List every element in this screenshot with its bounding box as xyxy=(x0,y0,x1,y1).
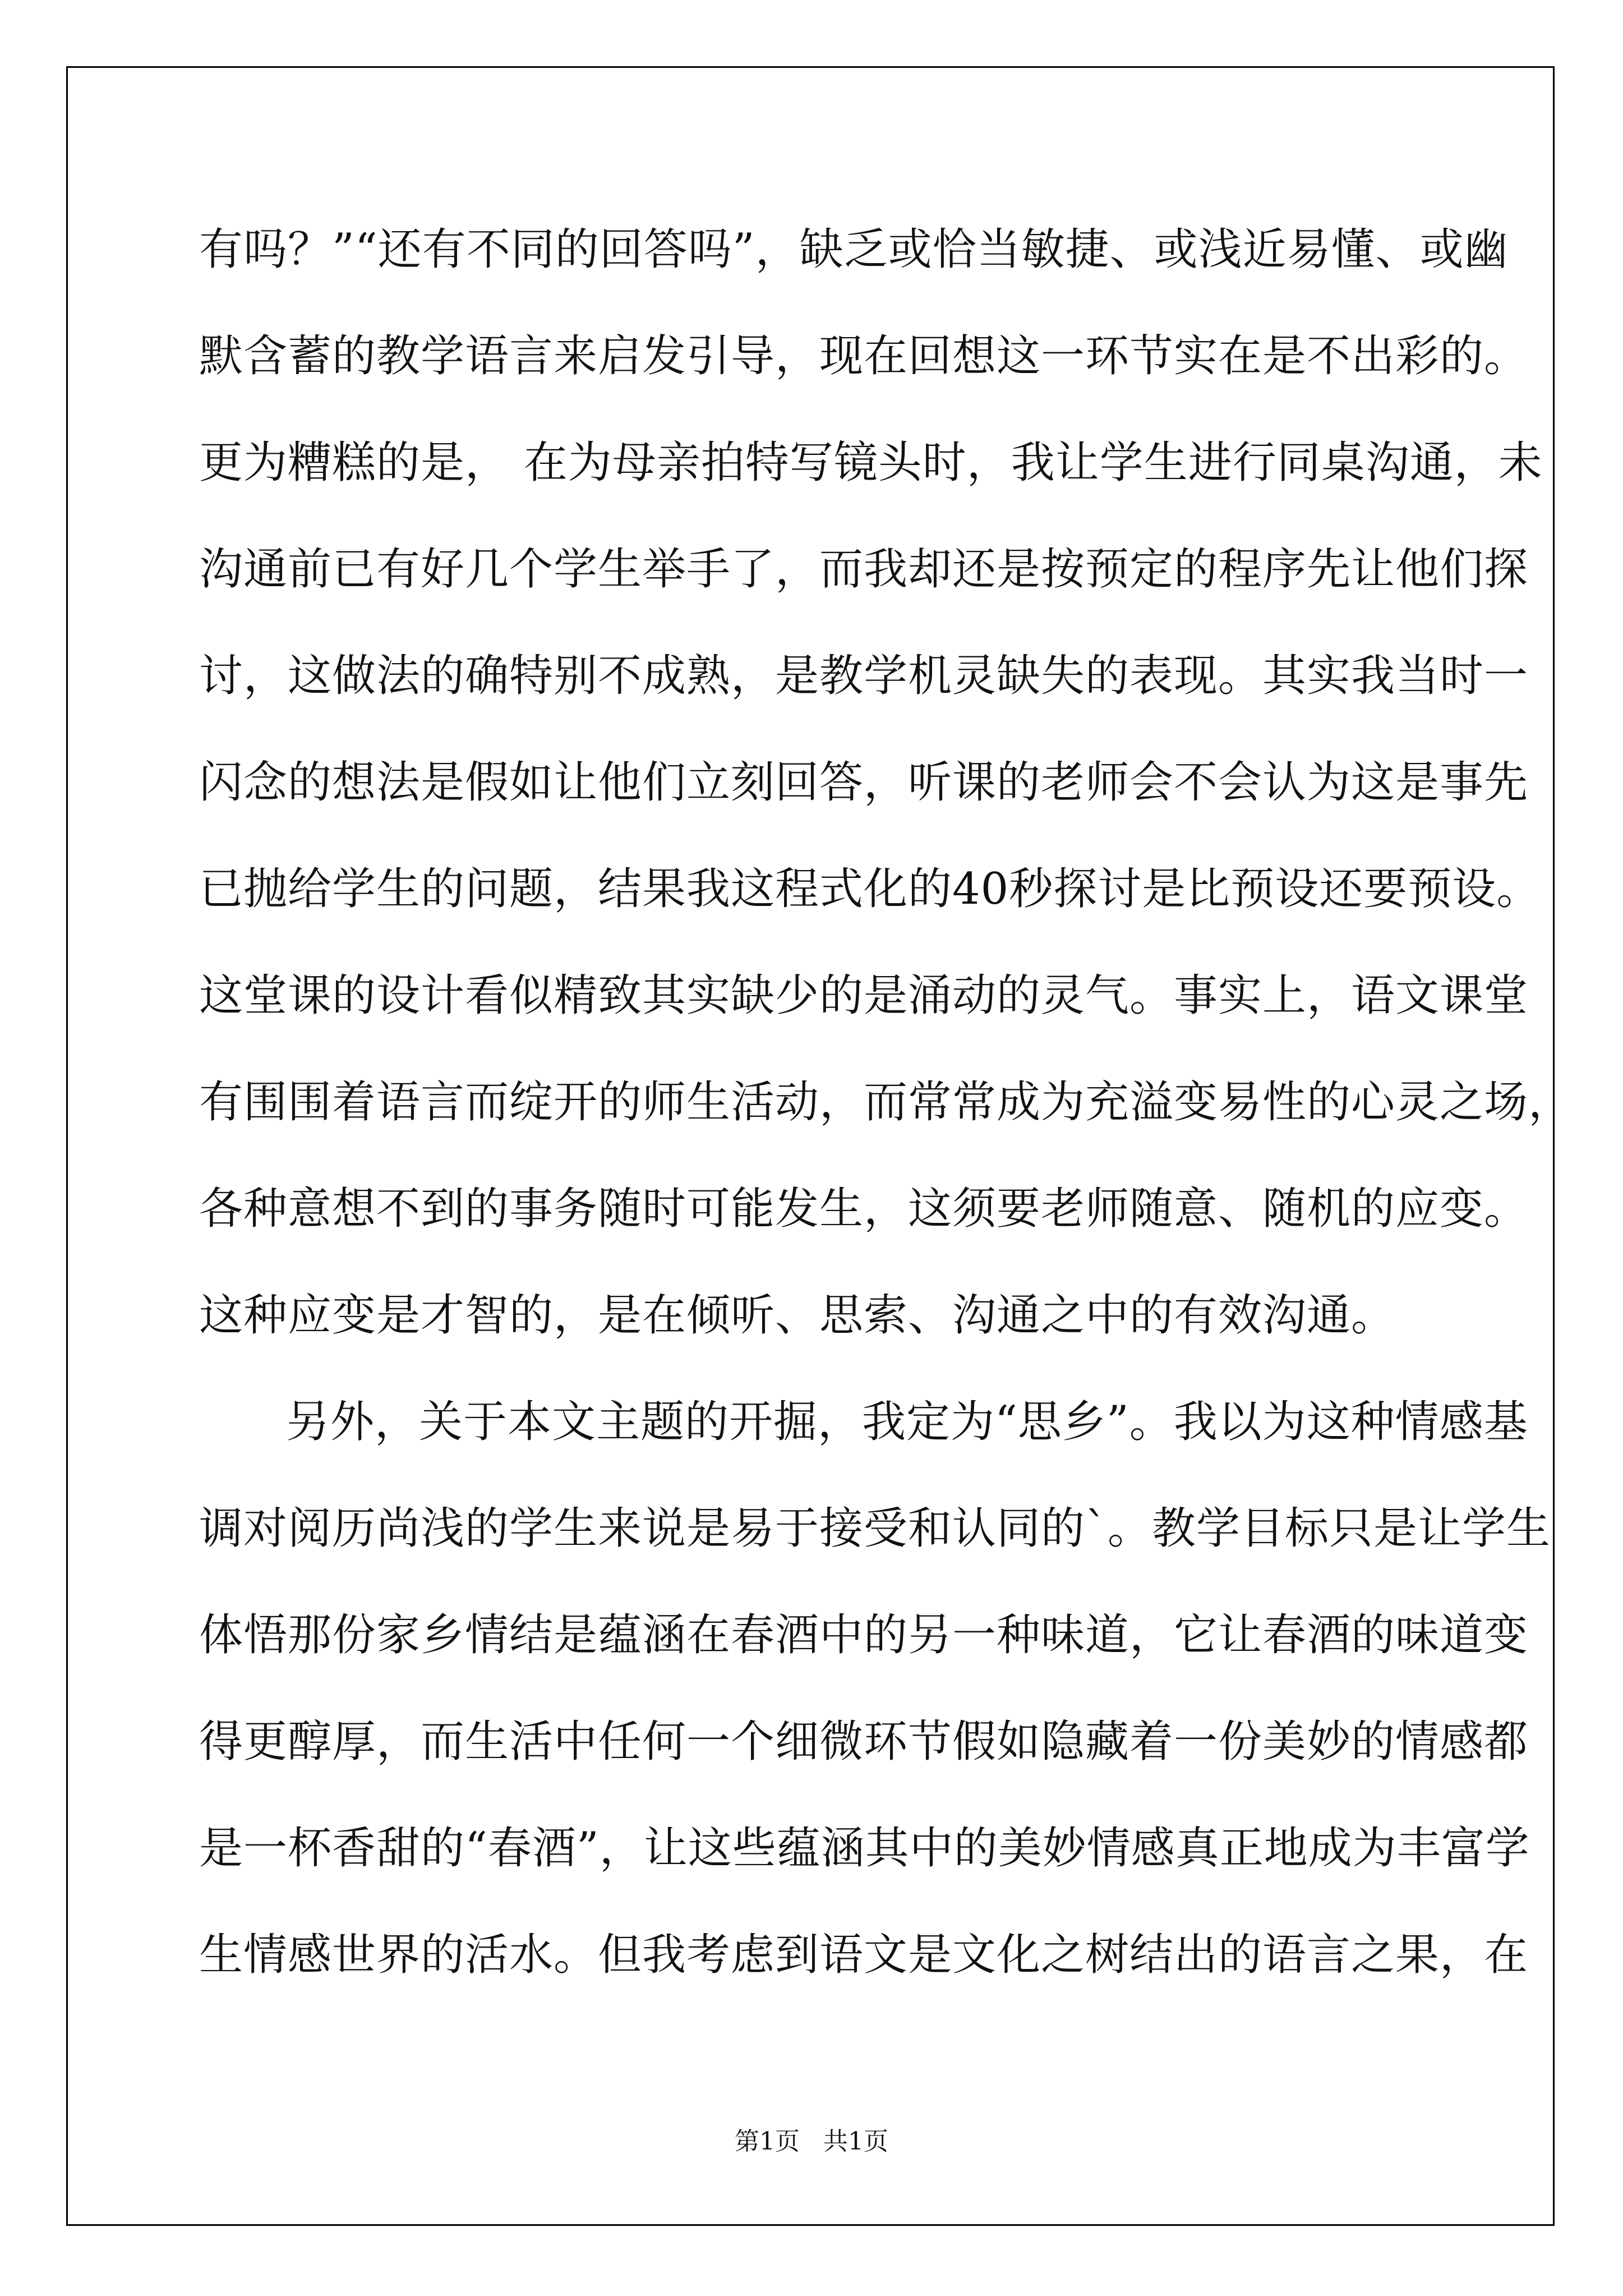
text-line: 是一杯香甜的“春酒”，让这些蕴涵其中的美妙情感真正地成为丰富学 xyxy=(199,1823,1530,1874)
text-line: 这种应变是才智的，是在倾听、思索、沟通之中的有效沟通。 xyxy=(199,1290,1396,1341)
page-border xyxy=(66,66,1573,2226)
text-line: 得更醇厚，而生活中任何一个细微环节假如隐藏着一份美妙的情感都 xyxy=(199,1717,1529,1767)
text-line: 默含蓄的教学语言来启发引导，现在回想这一环节实在是不出彩的。 xyxy=(199,331,1529,381)
paragraph-first-line: 另外，关于本文主题的开掘，我定为“思乡”。我以为这种情感基 xyxy=(286,1397,1528,1447)
text-line: 体悟那份家乡情结是蕴涵在春酒中的另一种味道，它让春酒的味道变 xyxy=(199,1610,1529,1660)
text-line: 有围围着语言而绽开的师生活动，而常常成为充溢变易性的心灵之场， xyxy=(199,1077,1573,1128)
text-line: 调对阅历尚浅的学生来说是易于接受和认同的`。教学目标只是让学生 xyxy=(199,1503,1551,1554)
text-line: 有吗？”“还有不同的回答吗”，缺乏或恰当敏捷、或浅近易懂、或幽 xyxy=(199,224,1509,275)
text-line: 已抛给学生的问题，结果我这程式化的40秒探讨是比预设还要预设。 xyxy=(199,864,1541,914)
page-total: 共1页 xyxy=(823,2127,888,2156)
text-line: 生情感世界的活水。但我考虑到语文是文化之树结出的语言之果，在 xyxy=(199,1930,1529,1980)
text-line: 各种意想不到的事务随时可能发生，这须要老师随意、随机的应变。 xyxy=(199,1184,1529,1234)
page-footer xyxy=(0,2125,1623,2159)
text-line: 沟通前已有好几个学生举手了，而我却还是按预定的程序先让他们探 xyxy=(199,544,1529,595)
text-line: 讨，这做法的确特别不成熟，是教学机灵缺失的表现。其实我当时一 xyxy=(199,651,1529,701)
text-line: 更为糟糕的是， 在为母亲拍特写镜头时，我让学生进行同桌沟通，未 xyxy=(199,438,1543,488)
text-line: 这堂课的设计看似精致其实缺少的是涌动的灵气。事实上，语文课堂 xyxy=(199,970,1529,1021)
text-line: 闪念的想法是假如让他们立刻回答，听课的老师会不会认为这是事先 xyxy=(199,757,1529,808)
page-number: 第1页 xyxy=(735,2127,800,2156)
